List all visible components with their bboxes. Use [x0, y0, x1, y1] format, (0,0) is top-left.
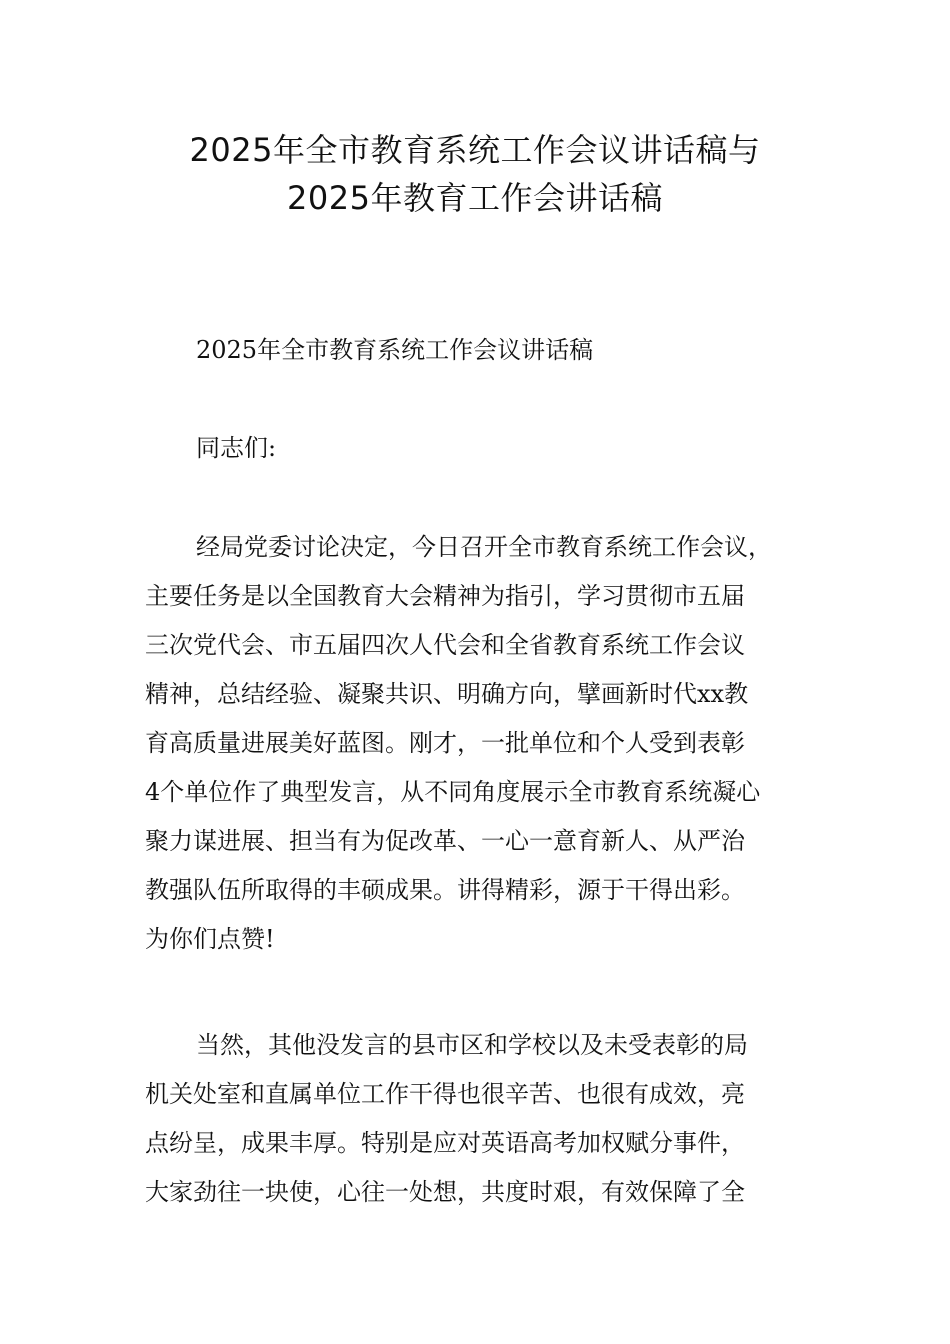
paragraph-line: 当然，其他没发言的县市区和学校以及未受表彰的局: [196, 1031, 748, 1059]
paragraph-line: 三次党代会、市五届四次人代会和全省教育系统工作会议: [145, 631, 745, 659]
paragraph-line: 为你们点赞!: [145, 925, 275, 953]
paragraph-line: 聚力谋进展、担当有为促改革、一心一意育新人、从严治: [145, 827, 745, 855]
paragraph-line: 教强队伍所取得的丰硕成果。讲得精彩，源于干得出彩。: [145, 876, 745, 904]
paragraph-line: 精神，总结经验、凝聚共识、明确方向，擘画新时代xx教: [145, 680, 749, 708]
paragraph-line: 4个单位作了典型发言，从不同角度展示全市教育系统凝心: [145, 778, 761, 806]
document-title-line-1: 2025年全市教育系统工作会议讲话稿与: [189, 131, 761, 169]
salutation: 同志们:: [196, 434, 277, 462]
paragraph-line: 大家劲往一块使，心往一处想，共度时艰，有效保障了全: [145, 1178, 745, 1206]
paragraph-line: 机关处室和直属单位工作干得也很辛苦、也很有成效，亮: [145, 1080, 745, 1108]
document-title-line-2: 2025年教育工作会讲话稿: [287, 179, 663, 217]
paragraph-line: 主要任务是以全国教育大会精神为指引，学习贯彻市五届: [145, 582, 745, 610]
paragraph-line: 点纷呈，成果丰厚。特别是应对英语高考加权赋分事件，: [145, 1129, 745, 1157]
paragraph-line: 育高质量进展美好蓝图。刚才，一批单位和个人受到表彰: [145, 729, 745, 757]
paragraph-1: [145, 523, 815, 964]
document-title: [0, 126, 950, 222]
paragraph-line: 经局党委讨论决定，今日召开全市教育系统工作会议，: [196, 533, 772, 561]
document-subtitle: 2025年全市教育系统工作会议讲话稿: [196, 336, 594, 364]
paragraph-2: [145, 1021, 815, 1217]
